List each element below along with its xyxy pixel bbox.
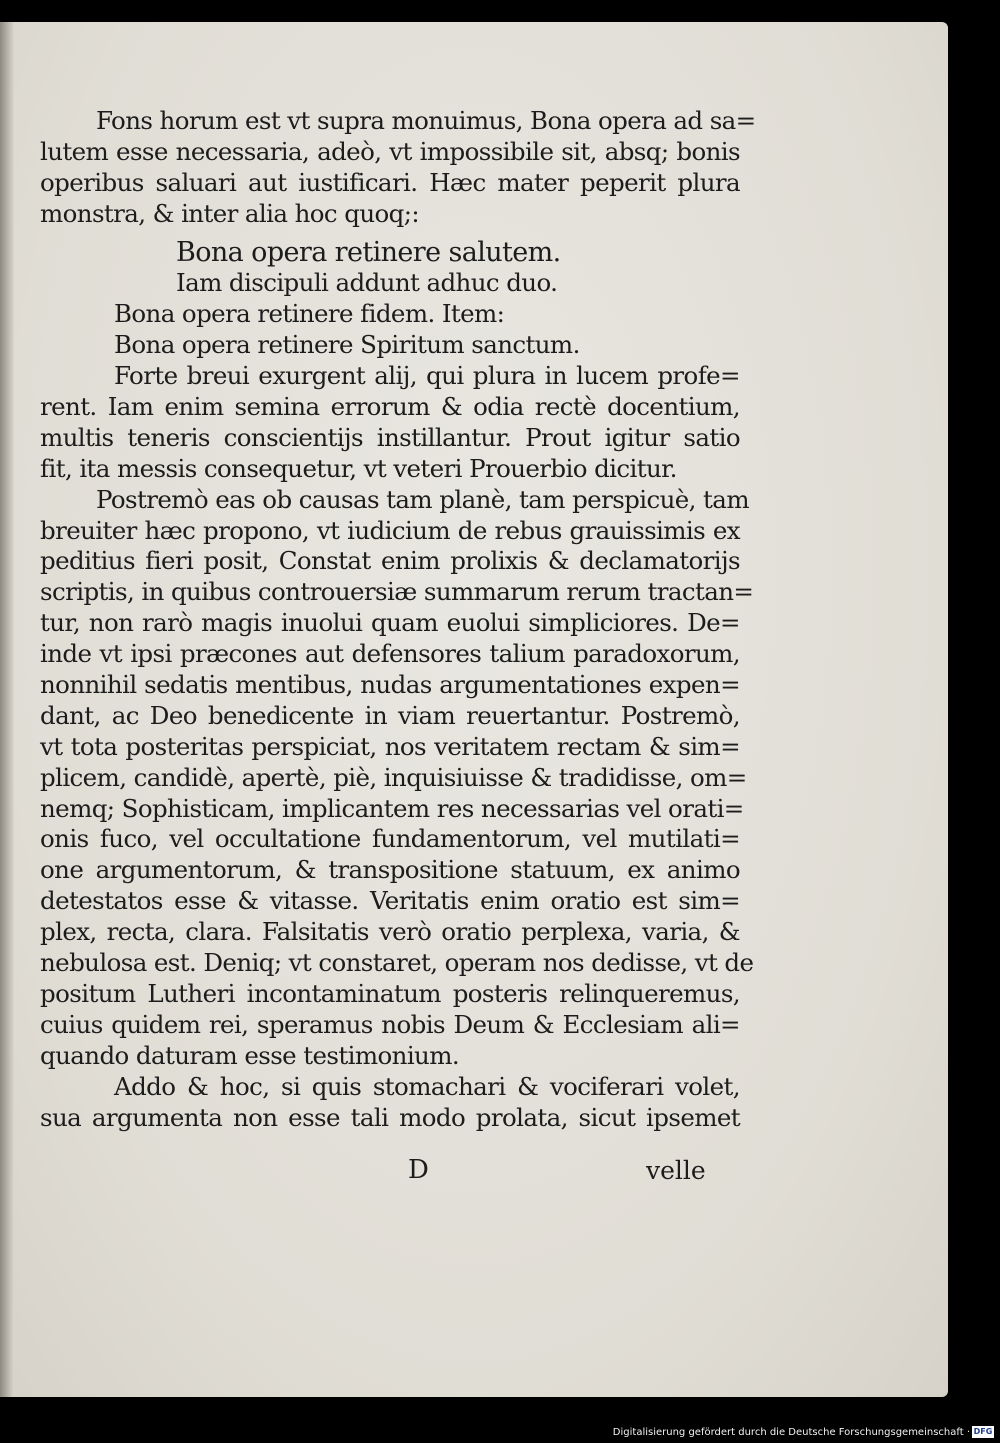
text-line: operibus saluari aut iustificari. Hæc mater peperit plura xyxy=(40,167,740,197)
text-line: Fons horum est vt supra monuimus, Bona opera ad sa= xyxy=(96,106,756,135)
text-line: inde vt ipsi præcones aut defensores talium paradoxorum, xyxy=(40,639,740,669)
text-line-heading: Bona opera retinere salutem. xyxy=(176,236,561,268)
text-line: vt tota posteritas perspiciat, nos veritatem rectam & sim= xyxy=(40,731,740,761)
text-line: cuius quidem rei, speramus nobis Deum & Ecclesiam ali= xyxy=(40,1009,740,1039)
page-text-block xyxy=(40,106,756,1133)
text-line: Addo & hoc, si quis stomachari & vociferari volet, xyxy=(114,1071,740,1101)
catchword: velle xyxy=(646,1156,706,1185)
text-line: rent. Iam enim semina errorum & odia rectè docentium, xyxy=(40,392,740,422)
text-line: nebulosa est. Deniq; vt constaret, operam nos dedisse, vt de xyxy=(40,948,754,978)
text-line: onis fuco, vel occultatione fundamentorum, vel mutilati= xyxy=(40,824,740,854)
text-line: peditius fieri posit, Constat enim prolixis & declamatorijs xyxy=(40,546,740,576)
text-line: monstra, & inter alia hoc quoq;: xyxy=(40,198,420,228)
text-line: fit, ita messis consequetur, vt veteri Prouerbio dicitur. xyxy=(40,453,677,483)
text-line: breuiter hæc propono, vt iudicium de rebus grauissimis ex xyxy=(40,515,740,545)
text-line: Bona opera retinere fidem. Item: xyxy=(114,299,505,329)
text-line: scriptis, in quibus controuersiæ summarum rerum tractan= xyxy=(40,577,754,607)
text-line: positum Lutheri incontaminatum posteris relinqueremus, xyxy=(40,978,740,1008)
page-gutter-shadow xyxy=(0,22,14,1397)
text-line: Forte breui exurgent alij, qui plura in lucem profe= xyxy=(114,361,740,391)
text-line: one argumentorum, & transpositione statuum, ex animo xyxy=(40,855,740,885)
signature-mark: D xyxy=(408,1155,429,1185)
text-line: Bona opera retinere Spiritum sanctum. xyxy=(114,330,580,360)
text-line: multis teneris conscientijs instillantur. Prout igitur satio xyxy=(40,422,740,452)
text-line: lutem esse necessaria, adeò, vt impossibile sit, absq; bonis xyxy=(40,136,740,166)
text-line: sua argumenta non esse tali modo prolata, sicut ipsemet xyxy=(40,1102,740,1132)
text-line: dant, ac Deo benedicente in viam reuertantur. Postremò, xyxy=(40,700,740,730)
text-line: Iam discipuli addunt adhuc duo. xyxy=(176,268,558,298)
text-line: tur, non rarò magis inuolui quam euolui simpliciores. De= xyxy=(40,608,740,638)
text-line: detestatos esse & vitasse. Veritatis enim oratio est sim= xyxy=(40,886,740,916)
book-page xyxy=(0,22,948,1397)
text-line: Postremò eas ob causas tam planè, tam perspicuè, tam xyxy=(96,484,749,514)
text-line: plex, recta, clara. Falsitatis verò oratio perplexa, varia, & xyxy=(40,917,740,947)
dfg-logo: DFG xyxy=(973,1427,993,1436)
funding-credit: Digitalisierung gefördert durch die Deutsche Forschungsgemeinschaft · xyxy=(612,1427,970,1438)
text-line: nemq; Sophisticam, implicantem res necessarias vel orati= xyxy=(40,793,744,823)
text-line: quando daturam esse testimonium. xyxy=(40,1040,460,1070)
text-line: plicem, candidè, apertè, piè, inquisiuisse & tradidisse, om= xyxy=(40,762,747,792)
text-line: nonnihil sedatis mentibus, nudas argumentationes expen= xyxy=(40,670,740,700)
